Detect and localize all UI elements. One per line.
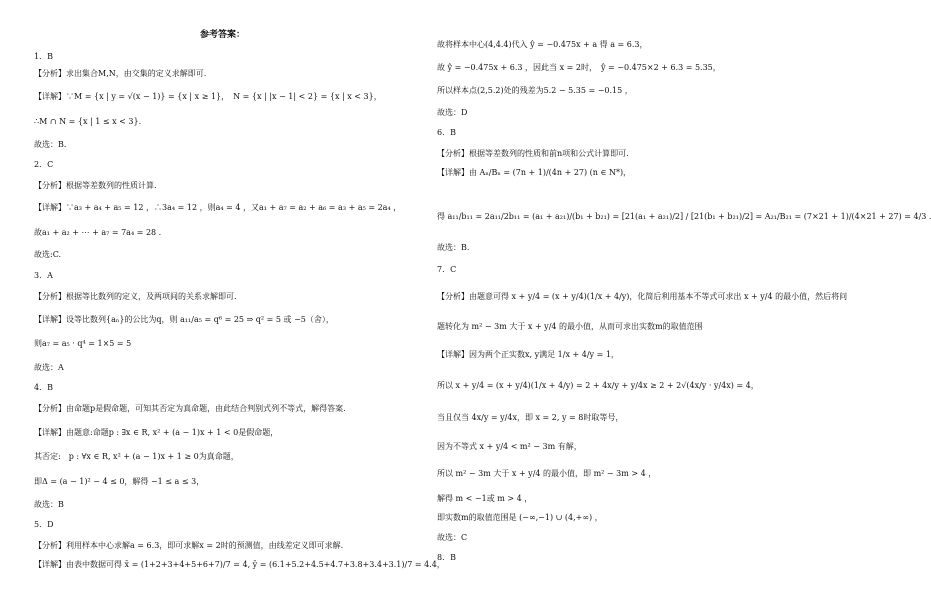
left-column-line: 故a₁ + a₂ + ⋯ + a₇ = 7a₄ = 28 . [34, 228, 162, 237]
left-column-line: 2．C [34, 160, 54, 169]
left-column-line: 故选：A [34, 363, 64, 372]
right-column-line: 所以 x + y/4 = (x + y/4)(1/x + 4/y) = 2 + 4x/y + y/4x ≥ 2 + 2√(4x/y · y/4x) = 4， [437, 381, 759, 390]
left-column-line: 4．B [34, 383, 53, 392]
left-column-line: 【分析】求出集合M,N，由交集的定义求解即可. [34, 69, 207, 78]
right-column-line: 解得 m < −1或 m > 4 ， [437, 494, 533, 503]
left-column-line: 1．B [34, 52, 53, 61]
left-column-line: 【详解】设等比数列{aₙ}的公比为q，则 a₁₁/a₅ = q⁶ = 25 ⇒ q² = 5 或 −5（舍）， [34, 315, 334, 324]
left-column-line: 【详解】由表中数据可得 x̄ = (1+2+3+4+5+6+7)/7 = 4, ȳ = (6.1+5.2+4.5+4.7+3.8+3.4+3.1)/7 = 4.4， [34, 560, 445, 569]
left-column-line: 故选:C. [34, 250, 62, 259]
left-column-line: 【分析】利用样本中心求解a = 6.3，即可求解x = 2时的预测值，由线差定义即可求解. [34, 541, 344, 550]
left-column-line: 【详解】∵M = {x | y = √(x − 1)} = {x | x ≥ 1}， N = {x | |x − 1| < 2} = {x | x < 3}， [34, 92, 382, 101]
left-column-line: ∴M ∩ N = {x | 1 ≤ x < 3}. [34, 117, 142, 126]
left-column-line: 则a₇ = a₅ · q⁴ = 1×5 = 5 [34, 339, 132, 348]
left-column-line: 故选：B. [34, 140, 67, 149]
right-column-line: 故 ŷ = −0.475x + 6.3 ，因此当 x = 2时， ŷ = −0.475×2 + 6.3 = 5.35， [437, 63, 721, 72]
left-column-line: 【分析】由命题p是假命题，可知其否定为真命题，由此结合判别式列不等式，解得答案. [34, 404, 346, 413]
right-column-line: 题转化为 m² − 3m 大于 x + y/4 的最小值，从而可求出实数m的取值范围 [437, 322, 703, 331]
right-column-line: 所以样本点(2,5.2)处的残差为5.2 − 5.35 = −0.15 ， [437, 86, 633, 95]
right-column-line: 故选：C [437, 533, 468, 542]
right-column-line: 【分析】由题意可得 x + y/4 = (x + y/4)(1/x + 4/y)，化简后利用基本不等式可求出 x + y/4 的最小值，然后将问 [437, 292, 848, 301]
left-column-line: 【详解】由题意:命题p : ∃x ∈ R, x² + (a − 1)x + 1 < 0是假命题， [34, 428, 279, 437]
right-column-line: 因为不等式 x + y/4 < m² − 3m 有解， [437, 442, 582, 451]
right-column-line: 8．B [437, 553, 456, 562]
left-column-line: 故选：B [34, 500, 64, 509]
right-column-line: 6．B [437, 128, 456, 137]
right-column-line: 故选：D [437, 108, 468, 117]
right-column-line: 【详解】由 Aₙ/Bₙ = (7n + 1)/(4n + 27) (n ∈ N*)， [437, 168, 632, 177]
left-column-line: 【分析】根据等差数列的性质计算. [34, 181, 157, 190]
left-column-line: 即Δ = (a − 1)² − 4 ≤ 0，解得 −1 ≤ a ≤ 3， [34, 477, 205, 486]
right-column-line: 7．C [437, 265, 457, 274]
right-column-line: 即实数m的取值范围是 (−∞,−1) ∪ (4,+∞) ， [437, 513, 603, 522]
right-column-line: 【分析】根据等差数列的性质和前n项和公式计算即可. [437, 149, 629, 158]
left-column-line: 【详解】∵a₃ + a₄ + a₅ = 12 ，∴3a₄ = 12 ，则a₄ = 4 ，又a₁ + a₇ = a₂ + a₆ = a₃ + a₅ = 2a₄ ， [34, 203, 402, 212]
right-column-line: 所以 m² − 3m 大于 x + y/4 的最小值，即 m² − 3m > 4 ， [437, 469, 657, 478]
right-column-line: 故选：B. [437, 243, 470, 252]
right-column-line: 得 a₁₁/b₁₁ = 2a₁₁/2b₁₁ = (a₁ + a₂₁)/(b₁ + b₂₁) = [21(a₁ + a₂₁)/2] / [21(b₁ + b₂₁)/2] = A₂₁/B₂₁ = (7×21 + 1)/(4×21 + 27) = 4/3 . [437, 212, 931, 221]
left-column-line: 5．D [34, 520, 54, 529]
left-column-line: 3．A [34, 271, 53, 280]
right-column-line: 当且仅当 4x/y = y/4x，即 x = 2, y = 8时取等号， [437, 413, 624, 422]
document-title: 参考答案： [200, 30, 246, 40]
left-column-line: 【分析】根据等比数列的定义，及两项间的关系求解即可. [34, 292, 237, 301]
right-column-line: 【详解】因为两个正实数x, y满足 1/x + 4/y = 1， [437, 350, 619, 359]
right-column-line: 故将样本中心(4,4.4)代入 ŷ = −0.475x + a 得 a = 6.3， [437, 40, 648, 49]
left-column-line: 其否定: p : ∀x ∈ R, x² + (a − 1)x + 1 ≥ 0为真命题， [34, 452, 239, 461]
